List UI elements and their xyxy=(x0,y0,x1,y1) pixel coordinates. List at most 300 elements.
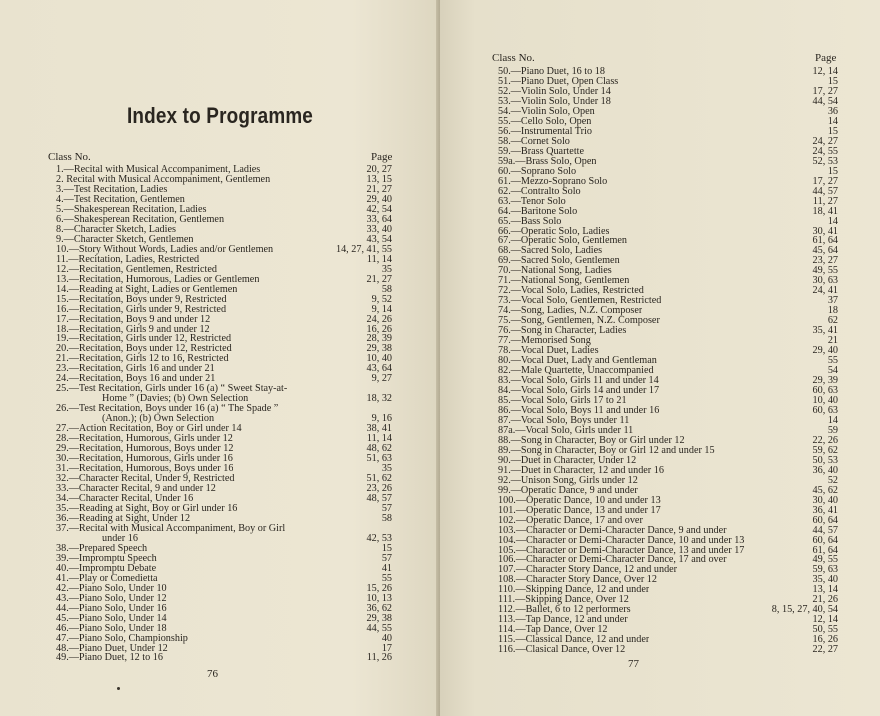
entry-title: 108.—Character Story Dance, Over 12 xyxy=(498,575,657,586)
class-no-header: Class No. xyxy=(492,52,535,64)
entry-pages: 17 xyxy=(381,642,392,654)
entry-pages: 16, 26 xyxy=(366,323,392,335)
index-entry xyxy=(490,366,838,376)
index-entry xyxy=(490,536,838,546)
entry-title: 18.—Recitation, Girls 9 and under 12 xyxy=(56,324,210,335)
index-entry xyxy=(490,565,838,575)
index-list-left xyxy=(48,165,392,663)
entry-title: 48.—Piano Duet, Under 12 xyxy=(56,643,168,654)
entry-title: 85.—Vocal Solo, Girls 17 to 21 xyxy=(498,395,627,406)
entry-title: 13.—Recitation, Humorous, Ladies or Gentlemen xyxy=(56,274,260,285)
index-entry xyxy=(48,195,392,205)
index-entry xyxy=(490,97,838,107)
index-entry xyxy=(490,605,838,615)
entry-title: 84.—Vocal Solo, Girls 14 and under 17 xyxy=(498,386,660,396)
index-entry xyxy=(490,87,838,97)
entry-pages: 33, 64 xyxy=(366,213,392,225)
entry-title: 83.—Vocal Solo, Girls 11 and under 14 xyxy=(498,376,659,387)
entry-title: 19.—Recitation, Girls under 12, Restricted xyxy=(56,334,232,345)
index-entry xyxy=(490,67,838,77)
entry-title: 116.—Clasical Dance, Over 12 xyxy=(498,645,626,656)
entry-title: 27.—Action Recitation, Boy or Girl under 14 xyxy=(56,424,242,435)
entry-pages: 18, 32 xyxy=(366,393,392,405)
entry-pages: 29, 38 xyxy=(366,343,392,355)
index-entry xyxy=(48,315,392,325)
index-entry xyxy=(490,147,838,157)
entry-title: 6.—Shakesperean Recitation, Gentlemen xyxy=(56,214,225,225)
index-entry xyxy=(490,585,838,595)
entry-pages: 45, 64 xyxy=(812,245,838,257)
entry-pages: 24, 26 xyxy=(366,313,392,325)
entry-title: 55.—Cello Solo, Open xyxy=(498,116,592,127)
entry-title: 11.—Recitation, Ladies, Restricted xyxy=(56,254,200,265)
entry-pages: 22, 27 xyxy=(812,644,838,656)
entry-title: 5.—Shakesperean Recitation, Ladies xyxy=(56,204,207,215)
index-entry xyxy=(490,526,838,536)
entry-title: 89.—Song in Character, Boy or Girl 12 and under 15 xyxy=(498,445,715,456)
entry-pages: 17, 27 xyxy=(812,85,838,97)
entry-pages: 24, 55 xyxy=(812,145,838,157)
entry-title: 114.—Tap Dance, Over 12 xyxy=(498,625,608,636)
entry-pages: 10, 40 xyxy=(812,394,838,406)
index-entry xyxy=(48,514,392,524)
entry-title: 87.—Vocal Solo, Boys under 11 xyxy=(498,415,630,426)
index-entry xyxy=(48,494,392,504)
index-entry xyxy=(490,496,838,506)
entry-pages: 21, 26 xyxy=(812,594,838,606)
entry-pages: 15 xyxy=(381,542,392,554)
index-entry xyxy=(490,516,838,526)
index-entry xyxy=(48,624,392,634)
entry-title: 21.—Recitation, Girls 12 to 16, Restricted xyxy=(56,354,229,365)
index-entry xyxy=(48,384,392,394)
entry-pages: 35 xyxy=(381,263,392,275)
entry-pages: 60, 64 xyxy=(812,514,838,526)
index-entry xyxy=(490,316,838,326)
index-entry xyxy=(48,175,392,185)
entry-pages: 57 xyxy=(381,552,392,564)
entry-title: 53.—Violin Solo, Under 18 xyxy=(498,96,611,107)
index-entry xyxy=(490,356,838,366)
index-entry xyxy=(490,376,838,386)
entry-pages: 11, 14 xyxy=(366,433,392,445)
index-entry xyxy=(48,634,392,644)
index-entry xyxy=(490,625,838,635)
entry-pages: 57 xyxy=(381,502,392,514)
entry-pages: 43, 54 xyxy=(366,233,392,245)
entry-pages: 13, 14 xyxy=(812,584,838,596)
entry-title: 24.—Recitation, Boys 16 and under 21 xyxy=(56,374,216,385)
entry-title: 50.—Piano Duet, 16 to 18 xyxy=(498,67,605,77)
entry-pages: 11, 27 xyxy=(812,195,838,207)
index-entry xyxy=(48,604,392,614)
entry-title: 40.—Impromptu Debate xyxy=(56,563,157,574)
index-entry xyxy=(48,444,392,454)
index-entry xyxy=(48,544,392,554)
entry-title: 69.—Sacred Solo, Gentlemen xyxy=(498,256,620,267)
entry-title: 4.—Test Recitation, Gentlemen xyxy=(56,194,185,205)
entry-title: 35.—Reading at Sight, Boy or Girl under 16 xyxy=(56,503,238,514)
entry-title: 103.—Character or Demi-Character Dance, 9 and under xyxy=(498,525,727,536)
entry-pages: 36, 41 xyxy=(812,504,838,516)
index-entry xyxy=(490,197,838,207)
entry-pages: 8, 15, 27, 40, 54 xyxy=(771,604,838,616)
index-entry xyxy=(490,167,838,177)
entry-pages: 30, 41 xyxy=(812,225,838,237)
entry-pages: 30, 40 xyxy=(812,494,838,506)
entry-title: 45.—Piano Solo, Under 14 xyxy=(56,613,167,624)
entry-pages: 22, 26 xyxy=(812,434,838,446)
index-entry xyxy=(490,256,838,266)
index-entry xyxy=(48,185,392,195)
entry-title: 14.—Reading at Sight, Ladies or Gentlemen xyxy=(56,284,238,295)
entry-title: 26.—Test Recitation, Boys under 16 (a) “ The Spade ” xyxy=(56,404,279,415)
index-entry xyxy=(48,325,392,335)
entry-pages: 50, 55 xyxy=(812,624,838,636)
entry-pages: 60, 64 xyxy=(812,534,838,546)
index-entry xyxy=(490,326,838,336)
entry-pages: 44, 57 xyxy=(812,185,838,197)
entry-pages: 52, 53 xyxy=(812,155,838,167)
entry-title: 25.—Test Recitation, Girls under 16 (a) “ Sweet Stay-at- xyxy=(56,384,288,395)
entry-pages: 51, 63 xyxy=(366,453,392,465)
entry-pages: 40 xyxy=(381,632,392,644)
entry-title: 52.—Violin Solo, Under 14 xyxy=(498,86,611,97)
entry-title: 3.—Test Recitation, Ladies xyxy=(56,184,168,195)
entry-title: 56.—Instrumental Trio xyxy=(498,126,592,137)
entry-pages: 44, 54 xyxy=(812,95,838,107)
index-entry xyxy=(48,534,392,544)
entry-title: (Anon.); (b) Own Selection xyxy=(102,414,215,425)
entry-pages: 29, 40 xyxy=(812,345,838,357)
entry-title: 100.—Operatic Dance, 10 and under 13 xyxy=(498,495,661,506)
index-entry xyxy=(490,246,838,256)
entry-pages: 44, 55 xyxy=(366,622,392,634)
entry-pages: 21 xyxy=(827,335,838,347)
index-entry xyxy=(490,466,838,476)
index-entry xyxy=(490,107,838,117)
entry-pages: 14 xyxy=(827,215,838,227)
index-entry xyxy=(48,305,392,315)
entry-title: 8.—Character Sketch, Ladies xyxy=(56,224,176,235)
entry-title: 37.—Recital with Musical Accompaniment, Boy or Girl xyxy=(56,523,286,534)
index-entry xyxy=(490,506,838,516)
index-entry xyxy=(490,127,838,137)
entry-title: 88.—Song in Character, Boy or Girl under 12 xyxy=(498,435,685,446)
entry-pages: 28, 39 xyxy=(366,333,392,345)
entry-title: 12.—Recitation, Gentlemen, Restricted xyxy=(56,264,217,275)
entry-title: 31.—Recitation, Humorous, Boys under 16 xyxy=(56,464,234,475)
entry-title: 115.—Classical Dance, 12 and under xyxy=(498,635,650,646)
entry-pages: 24, 27 xyxy=(812,135,838,147)
entry-pages: 51, 62 xyxy=(366,473,392,485)
entry-pages: 42, 54 xyxy=(366,203,392,215)
entry-title: 29.—Recitation, Humorous, Boys under 12 xyxy=(56,444,234,455)
entry-pages: 15 xyxy=(827,165,838,177)
index-entry xyxy=(490,306,838,316)
entry-pages: 60, 63 xyxy=(812,404,838,416)
entry-title: Home ” (Davies; (b) Own Selection xyxy=(102,394,249,405)
entry-title: 92.—Unison Song, Girls under 12 xyxy=(498,475,638,486)
page-header: Page xyxy=(815,52,837,64)
entry-title: 86.—Vocal Solo, Boys 11 and under 16 xyxy=(498,405,660,416)
index-entry xyxy=(48,404,392,414)
entry-title: 72.—Vocal Solo, Ladies, Restricted xyxy=(498,286,644,297)
entry-pages: 23, 26 xyxy=(366,483,392,494)
entry-pages: 10, 13 xyxy=(366,592,392,604)
entry-pages: 62 xyxy=(827,315,838,327)
entry-pages: 61, 64 xyxy=(812,235,838,247)
entry-title: 42.—Piano Solo, Under 10 xyxy=(56,583,167,594)
entry-pages: 15, 26 xyxy=(366,582,392,594)
index-entry xyxy=(490,426,838,436)
entry-pages: 12, 14 xyxy=(812,66,838,77)
entry-pages: 55 xyxy=(827,355,838,367)
entry-pages: 43, 64 xyxy=(366,363,392,375)
index-entry xyxy=(490,555,838,565)
entry-title: 110.—Skipping Dance, 12 and under xyxy=(498,585,650,596)
index-entry xyxy=(490,137,838,147)
entry-pages: 59 xyxy=(827,424,838,436)
entry-title: 51.—Piano Duet, Open Class xyxy=(498,76,619,87)
entry-title: 15.—Recitation, Boys under 9, Restricted xyxy=(56,294,227,305)
entry-title: 39.—Impromptu Speech xyxy=(56,553,157,564)
entry-pages: 9, 52 xyxy=(371,293,392,305)
index-entry xyxy=(48,255,392,265)
index-entry xyxy=(48,504,392,514)
entry-title: 77.—Memorised Song xyxy=(498,336,591,347)
index-entry xyxy=(48,584,392,594)
entry-title: 59a.—Brass Solo, Open xyxy=(498,156,597,167)
entry-pages: 38, 41 xyxy=(366,423,392,435)
index-entry xyxy=(48,653,392,663)
entry-pages: 9, 14 xyxy=(371,303,392,315)
entry-title: 62.—Contralto Solo xyxy=(498,186,581,197)
index-entry xyxy=(48,594,392,604)
entry-title: 71.—National Song, Gentlemen xyxy=(498,276,630,287)
entry-title: 60.—Soprano Solo xyxy=(498,166,577,177)
index-entry xyxy=(490,286,838,296)
index-entry xyxy=(490,546,838,556)
entry-title: 102.—Operatic Dance, 17 and over xyxy=(498,515,643,526)
entry-title: 113.—Tap Dance, 12 and under xyxy=(498,615,628,626)
entry-title: 44.—Piano Solo, Under 16 xyxy=(56,603,167,614)
index-entry xyxy=(490,446,838,456)
entry-title: 33.—Character Recital, 9 and under 12 xyxy=(56,484,216,494)
index-entry xyxy=(490,406,838,416)
entry-title: 101.—Operatic Dance, 13 and under 17 xyxy=(498,505,661,516)
class-no-header: Class No. xyxy=(48,151,91,163)
index-entry xyxy=(490,236,838,246)
index-entry xyxy=(490,77,838,87)
entry-pages: 30, 63 xyxy=(812,275,838,287)
entry-pages: 29, 38 xyxy=(366,612,392,624)
index-entry xyxy=(48,574,392,584)
index-entry xyxy=(490,296,838,306)
entry-title: 82.—Male Quartette, Unaccompanied xyxy=(498,366,654,377)
entry-title: 38.—Prepared Speech xyxy=(56,543,148,554)
index-entry xyxy=(48,285,392,295)
entry-title: 66.—Operatic Solo, Ladies xyxy=(498,226,610,237)
entry-title: 34.—Character Recital, Under 16 xyxy=(56,493,194,504)
index-entry xyxy=(490,276,838,286)
entry-title: 64.—Baritone Solo xyxy=(498,206,578,217)
index-entry xyxy=(48,484,392,494)
entry-pages: 44, 57 xyxy=(812,524,838,536)
page-number: 77 xyxy=(628,658,639,670)
index-entry xyxy=(48,614,392,624)
entry-title: 41.—Play or Comedietta xyxy=(56,573,158,584)
index-entry xyxy=(48,265,392,275)
entry-title: 23.—Recitation, Girls 16 and under 21 xyxy=(56,364,215,375)
index-entry xyxy=(48,354,392,364)
index-entry xyxy=(48,424,392,434)
index-entry xyxy=(48,205,392,215)
entry-title: 63.—Tenor Solo xyxy=(498,196,566,207)
index-entry xyxy=(48,454,392,464)
entry-title: 10.—Story Without Words, Ladies and/or Gentlemen xyxy=(56,244,274,255)
entry-title: 46.—Piano Solo, Under 18 xyxy=(56,623,167,634)
entry-pages: 23, 27 xyxy=(812,255,838,267)
entry-pages: 15 xyxy=(827,75,838,87)
index-entry xyxy=(48,334,392,344)
entry-pages: 36, 40 xyxy=(812,464,838,476)
entry-pages: 29, 39 xyxy=(812,375,838,387)
index-entry xyxy=(48,414,392,424)
index-entry xyxy=(490,416,838,426)
entry-pages: 37 xyxy=(827,295,838,307)
page-header: Page xyxy=(371,151,393,163)
print-speck xyxy=(117,687,120,690)
index-list-right xyxy=(490,67,838,655)
entry-pages: 12, 14 xyxy=(812,614,838,626)
index-entry xyxy=(48,215,392,225)
index-entry xyxy=(490,346,838,356)
index-entry xyxy=(490,117,838,127)
entry-pages: 59, 63 xyxy=(812,564,838,576)
index-entry xyxy=(48,374,392,384)
entry-pages: 9, 16 xyxy=(371,413,392,425)
entry-pages: 61, 64 xyxy=(812,544,838,556)
index-entry xyxy=(48,464,392,474)
entry-title: 59.—Brass Quartette xyxy=(498,146,585,157)
entry-pages: 14 xyxy=(827,414,838,426)
index-entry xyxy=(490,177,838,187)
entry-pages: 18 xyxy=(827,305,838,317)
index-entry xyxy=(48,295,392,305)
entry-pages: 11, 26 xyxy=(366,652,392,664)
index-entry xyxy=(48,275,392,285)
entry-title: 99.—Operatic Dance, 9 and under xyxy=(498,485,638,496)
index-entry xyxy=(490,266,838,276)
entry-title: 70.—National Song, Ladies xyxy=(498,266,612,277)
index-entry xyxy=(490,336,838,346)
entry-title: 76.—Song in Character, Ladies xyxy=(498,326,627,337)
entry-title: 74.—Song, Ladies, N.Z. Composer xyxy=(498,306,643,317)
entry-title: 105.—Character or Demi-Character Dance, 13 and under 17 xyxy=(498,545,745,556)
entry-title: 75.—Song, Gentlemen, N.Z. Composer xyxy=(498,316,660,327)
entry-pages: 36, 62 xyxy=(366,602,392,614)
entry-pages: 59, 62 xyxy=(812,444,838,456)
entry-pages: 9, 27 xyxy=(371,373,392,385)
entry-pages: 13, 15 xyxy=(366,173,392,185)
index-entry xyxy=(490,456,838,466)
entry-title: 106.—Character or Demi-Character Dance, 17 and over xyxy=(498,555,727,566)
entry-title: 112.—Ballet, 6 to 12 performers xyxy=(498,605,631,616)
index-entry xyxy=(490,436,838,446)
entry-pages: 49, 55 xyxy=(812,265,838,277)
entry-pages: 35, 41 xyxy=(812,325,838,337)
index-entry xyxy=(48,165,392,175)
index-entry xyxy=(48,644,392,654)
index-entry xyxy=(48,344,392,354)
entry-title: 65.—Bass Solo xyxy=(498,216,562,227)
page-number: 76 xyxy=(207,668,218,680)
entry-title: 43.—Piano Solo, Under 12 xyxy=(56,593,167,604)
entry-title: 67.—Operatic Solo, Gentlemen xyxy=(498,236,628,247)
entry-pages: 35 xyxy=(381,463,392,475)
entry-pages: 42, 53 xyxy=(366,532,392,544)
entry-title: 1.—Recital with Musical Accompaniment, Ladies xyxy=(56,165,261,175)
entry-pages: 10, 40 xyxy=(366,353,392,365)
entry-title: 28.—Recitation, Humorous, Girls under 12 xyxy=(56,434,233,445)
entry-pages: 17, 27 xyxy=(812,175,838,187)
entry-title: 73.—Vocal Solo, Gentlemen, Restricted xyxy=(498,296,662,307)
entry-pages: 52 xyxy=(827,474,838,486)
entry-title: 68.—Sacred Solo, Ladies xyxy=(498,246,603,257)
entry-pages: 21, 27 xyxy=(366,183,392,195)
entry-pages: 41 xyxy=(381,562,392,574)
entry-title: 91.—Duet in Character, 12 and under 16 xyxy=(498,465,664,476)
index-entry xyxy=(490,615,838,625)
index-entry xyxy=(490,227,838,237)
entry-title: under 16 xyxy=(102,533,138,544)
index-entry xyxy=(490,486,838,496)
entry-pages: 14, 27, 41, 55 xyxy=(335,243,392,255)
entry-pages: 29, 40 xyxy=(366,193,392,205)
entry-pages: 15 xyxy=(827,125,838,137)
entry-pages: 48, 57 xyxy=(366,492,392,504)
entry-title: 61.—Mezzo-Soprano Solo xyxy=(498,176,608,187)
entry-title: 2. Recital with Musical Accompaniment, Gentlemen xyxy=(56,174,271,185)
entry-pages: 58 xyxy=(381,283,392,295)
index-entry xyxy=(490,635,838,645)
index-entry xyxy=(48,554,392,564)
entry-title: 87a.—Vocal Solo, Girls under 11 xyxy=(498,425,634,436)
entry-title: 107.—Character Story Dance, 12 and under xyxy=(498,565,678,576)
index-entry xyxy=(48,364,392,374)
index-entry xyxy=(490,575,838,585)
entry-title: 49.—Piano Duet, 12 to 16 xyxy=(56,653,163,664)
index-entry xyxy=(490,157,838,167)
entry-pages: 60, 63 xyxy=(812,385,838,396)
entry-pages: 16, 26 xyxy=(812,634,838,646)
entry-title: 47.—Piano Solo, Championship xyxy=(56,633,188,644)
index-entry xyxy=(48,524,392,534)
entry-pages: 49, 55 xyxy=(812,554,838,566)
entry-title: 16.—Recitation, Girls under 9, Restricted xyxy=(56,304,227,315)
index-entry xyxy=(490,217,838,227)
entry-title: 80.—Vocal Duet, Lady and Gentleman xyxy=(498,356,657,367)
entry-title: 90.—Duet in Character, Under 12 xyxy=(498,455,637,466)
right-page xyxy=(440,0,880,716)
entry-title: 78.—Vocal Duet, Ladies xyxy=(498,346,599,357)
entry-pages: 24, 41 xyxy=(812,285,838,297)
index-entry xyxy=(48,474,392,484)
entry-pages: 45, 62 xyxy=(812,484,838,496)
index-entry xyxy=(490,386,838,396)
entry-pages: 54 xyxy=(827,365,838,377)
